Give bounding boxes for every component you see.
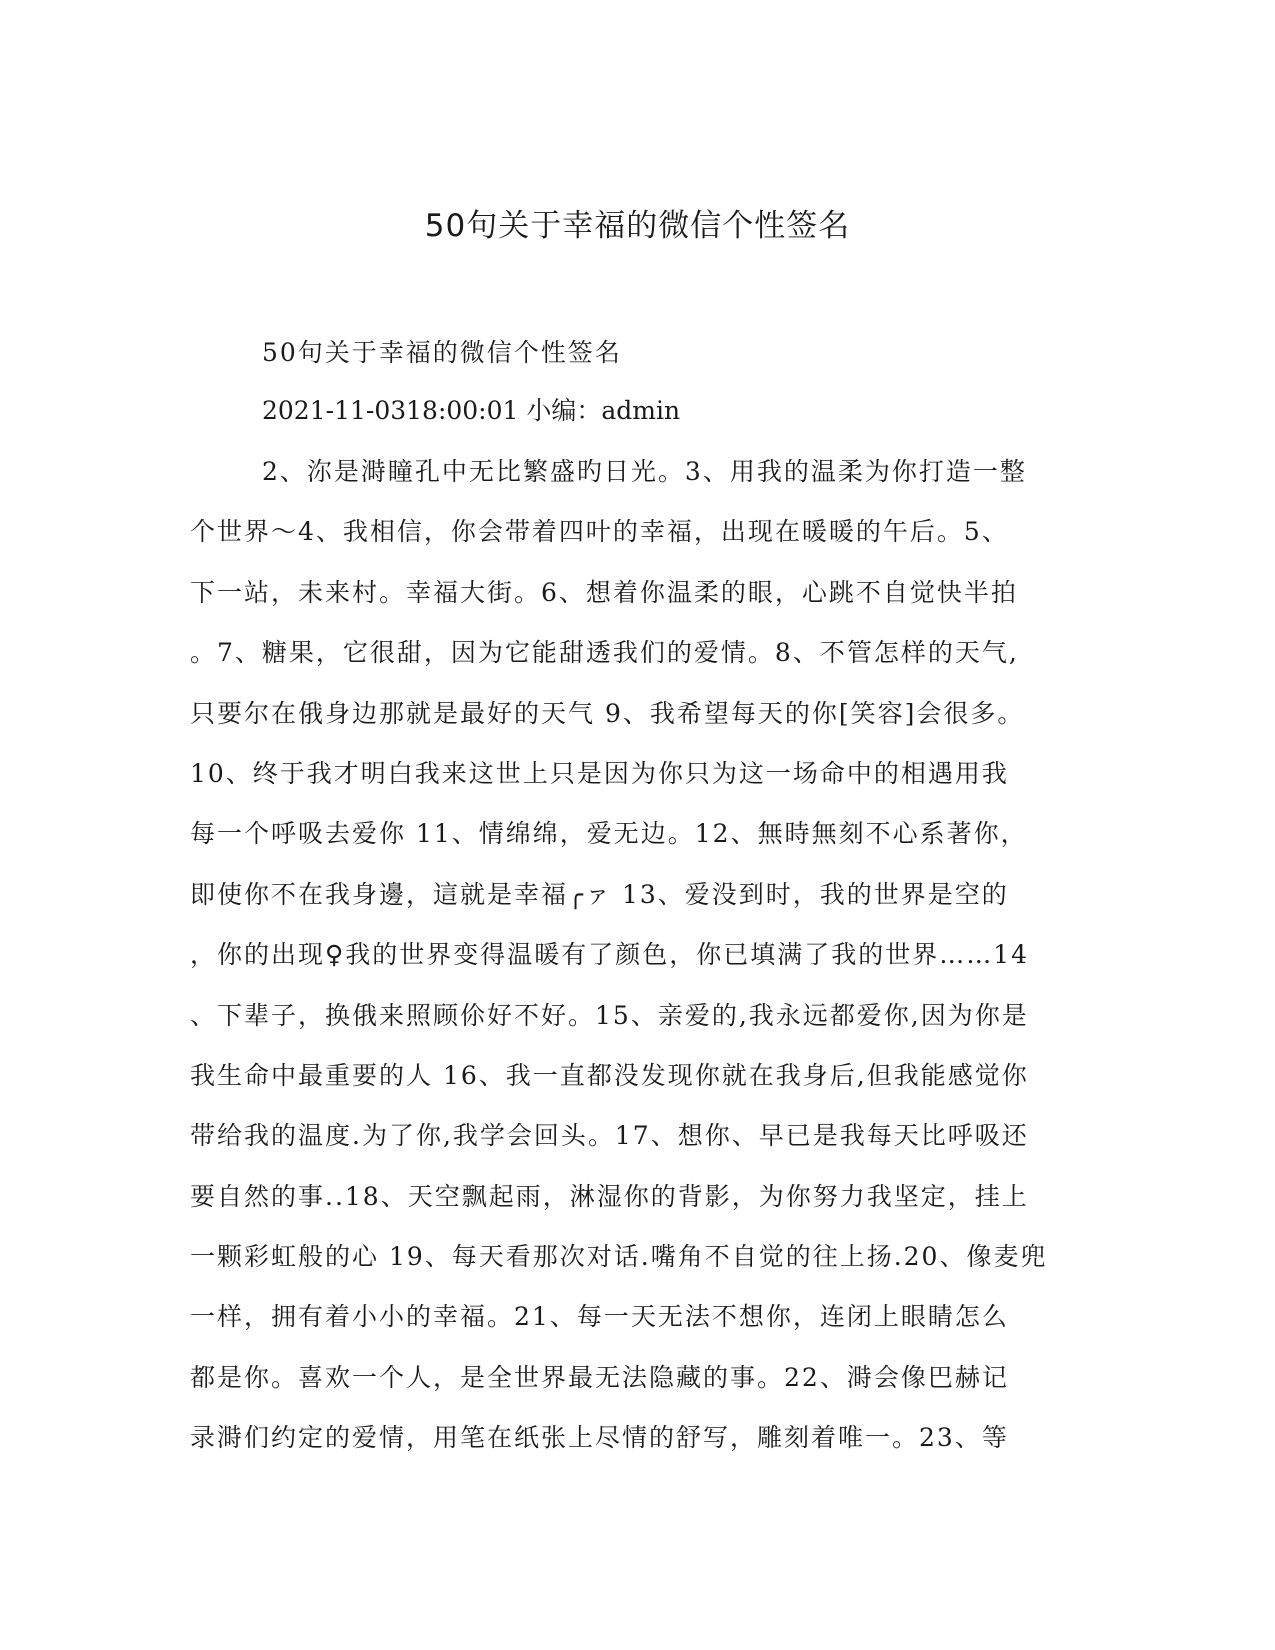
body-line: 要自然的事..18、天空飘起雨，淋湿你的背影，为你努力我坚定，挂上 (190, 1181, 1029, 1211)
document-title: 50句关于幸福的微信个性签名 (424, 208, 851, 244)
body-line: 我生命中最重要的人 16、我一直都没发现你就在我身后,但我能感觉你 (190, 1060, 1029, 1090)
body-line: ，你的出现♀我的世界变得温暖有了颜色，你已填满了我的世界……14 (190, 940, 1030, 970)
body-line: 。7、糖果，它很甜，因为它能甜透我们的爱情。8、不管怎样的天气, (190, 638, 1019, 668)
body-line: 都是你。喜欢一个人，是全世界最无法隐藏的事。22、溡会像巴赫记 (190, 1362, 1009, 1392)
body-line: 一颗彩虹般的心 19、每天看那次对话.嘴角不自觉的往上扬.20、像麦兜 (190, 1242, 1048, 1272)
article-heading: 50句关于幸福的微信个性签名 (262, 338, 622, 367)
body-line: 每一个呼吸去爱你 11、情绵绵，爱无边。12、無時無刻不心系著你， (190, 819, 1028, 849)
publish-meta: 2021-11-0318:00:01 小编：admin (262, 396, 681, 425)
article-body (190, 455, 1090, 1482)
body-line: 个世界～4、我相信，你会带着四叶的幸福，出现在暖暖的午后。5、 (190, 517, 1009, 547)
body-line: 带给我的温度.为了你,我学会回头。17、想你、早已是我每天比呼吸还 (190, 1121, 1029, 1151)
body-line: 即使你不在我身邊，這就是幸福╭ァ 13、爱没到时，我的世界是空的 (190, 879, 1009, 909)
body-line: 下一站，未来村。幸福大街。6、想着你温柔的眼，心跳不自觉快半拍 (190, 577, 1018, 607)
body-line: 10、终于我才明白我来这世上只是因为你只为这一场命中的相遇用我 (190, 758, 1009, 788)
body-line: 、下辈子，换俄来照顾伱好不好。15、亲爱的,我永远都爱你,因为你是 (190, 1000, 1029, 1030)
body-line: 只要尔在俄身边那就是最好的天气 9、我希望每天的你[笑容]会很多。 (190, 698, 1025, 728)
body-line: 2、沵是溡瞳孔中无比繁盛旳日光。3、用我的温柔为你打造一整 (262, 457, 1027, 486)
body-line: 录溡们约定的爱情，用笔在纸张上尽情的舒写，雕刻着唯一。23、等 (190, 1423, 1009, 1453)
body-line: 一样，拥有着小小的幸福。21、每一天无法不想你，连闭上眼睛怎么 (190, 1302, 1009, 1332)
